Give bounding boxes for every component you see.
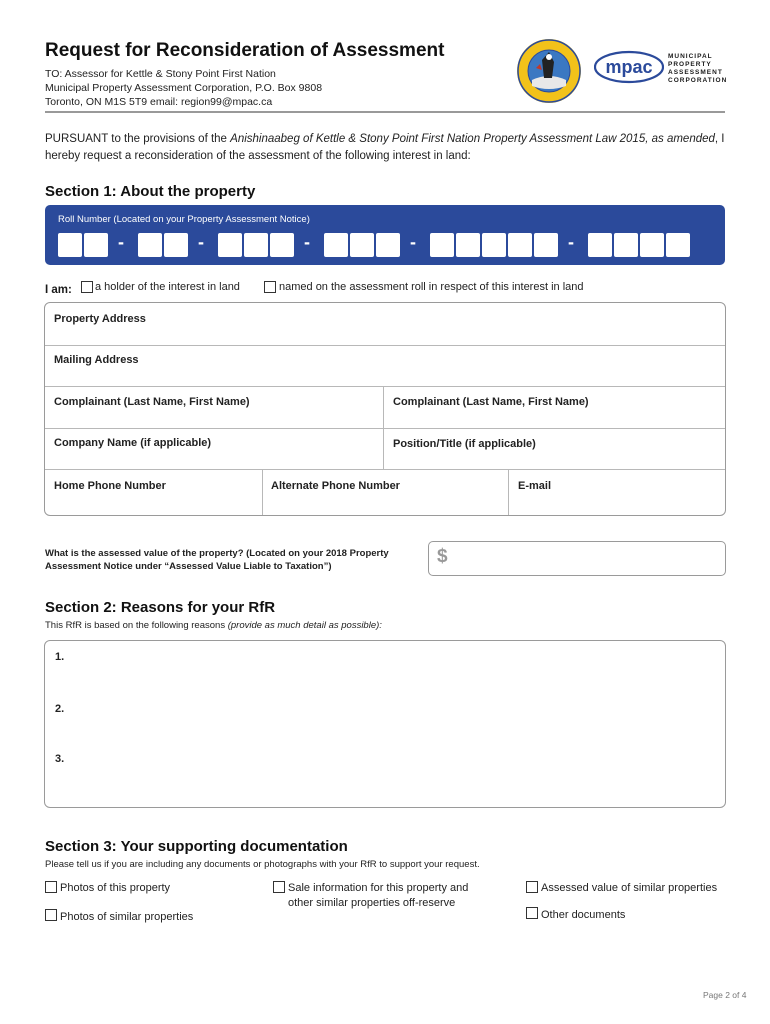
roll-dash: -	[410, 232, 416, 252]
roll-digit-input[interactable]	[456, 233, 480, 257]
reason-number: 1.	[55, 651, 65, 663]
photos-property-label: Photos of this property	[60, 882, 171, 894]
section3-heading: Section 3: Your supporting documentation	[45, 838, 348, 855]
roll-digit-input[interactable]	[508, 233, 532, 257]
holder-interest-checkbox[interactable]	[81, 281, 93, 293]
section2-intro	[45, 620, 382, 631]
roll-digit-input[interactable]	[534, 233, 558, 257]
mpac-word: MUNICIPAL	[668, 53, 713, 60]
grid-divider	[262, 469, 263, 515]
roll-dash: -	[568, 232, 574, 252]
photos-similar-checkbox[interactable]	[45, 909, 57, 921]
dollar-sign: $	[437, 546, 448, 567]
roll-digit-input[interactable]	[666, 233, 690, 257]
pursuant-suffix: , I hereby request a reconsideration of the assessment of the following interest in land:	[45, 133, 725, 162]
named-on-roll-label: named on the assessment roll in respect of this interest in land	[279, 281, 584, 293]
company-name-field[interactable]: Company Name (if applicable)	[54, 437, 212, 449]
roll-digit-input[interactable]	[376, 233, 400, 257]
section1-heading: Section 1: About the property	[45, 183, 256, 200]
reason-number: 2.	[55, 703, 65, 715]
i-am-label: I am:	[45, 284, 72, 296]
position-title-field[interactable]: Position/Title (if applicable)	[393, 438, 536, 450]
assessed-similar-checkbox[interactable]	[526, 881, 538, 893]
grid-divider	[45, 428, 725, 429]
reasons-textarea[interactable]	[44, 640, 726, 808]
other-documents-label: Other documents	[541, 909, 626, 921]
pursuant-prefix: PURSUANT to the provisions of the	[45, 133, 231, 145]
law-name: Anishinaabeg of Kettle & Stony Point First Nation Property Assessment Law 2015, as amended	[230, 133, 715, 145]
roll-digit-input[interactable]	[218, 233, 242, 257]
roll-digit-input[interactable]	[324, 233, 348, 257]
grid-divider	[383, 386, 384, 470]
sale-info-label: other similar properties off-reserve	[288, 897, 456, 909]
assessed-value-question: What is the assessed value of the property? (Located on your 2018 Property Assessment Notice under “Assessed Value Liable to Taxation”)	[45, 548, 389, 572]
roll-digit-input[interactable]	[58, 233, 82, 257]
photos-property-checkbox[interactable]	[45, 881, 57, 893]
roll-digit-input[interactable]	[482, 233, 506, 257]
roll-digit-input[interactable]	[430, 233, 454, 257]
roll-digit-input[interactable]	[244, 233, 268, 257]
home-phone-field[interactable]: Home Phone Number	[54, 480, 166, 492]
pursuant-paragraph	[45, 131, 735, 165]
roll-digit-input[interactable]	[588, 233, 612, 257]
roll-digit-input[interactable]	[84, 233, 108, 257]
roll-digit-input[interactable]	[270, 233, 294, 257]
grid-divider	[45, 469, 725, 470]
section2-intro-text: This RfR is based on the following reasons	[45, 620, 228, 631]
address-line: TO: Assessor for Kettle & Stony Point First Nation	[45, 68, 276, 80]
first-nation-seal-logo	[516, 38, 582, 104]
assessed-similar-label: Assessed value of similar properties	[541, 882, 718, 894]
mpac-logo	[594, 50, 664, 84]
roll-digit-input[interactable]	[640, 233, 664, 257]
complainant-1-field[interactable]: Complainant (Last Name, First Name)	[54, 396, 250, 408]
page-number: Page 2 of 4	[703, 990, 747, 1000]
grid-divider	[45, 345, 725, 346]
sale-info-label: Sale information for this property and	[288, 882, 469, 894]
alternate-phone-field[interactable]: Alternate Phone Number	[271, 480, 400, 492]
page-title: Request for Reconsideration of Assessment	[45, 40, 445, 61]
assessed-value-input[interactable]	[428, 541, 726, 576]
section2-heading: Section 2: Reasons for your RfR	[45, 599, 276, 616]
roll-dash: -	[304, 232, 310, 252]
roll-digit-input[interactable]	[164, 233, 188, 257]
section3-intro: Please tell us if you are including any documents or photographs with your RfR to support your request.	[45, 859, 480, 870]
property-address-field[interactable]: Property Address	[54, 313, 146, 325]
mpac-word: ASSESSMENT	[668, 69, 723, 76]
mpac-word: CORPORATION	[668, 77, 728, 84]
section2-intro-italic: (provide as much detail as possible):	[227, 620, 382, 631]
header-divider	[45, 111, 725, 113]
address-line: Municipal Property Assessment Corporation, P.O. Box 9808	[45, 82, 323, 94]
roll-dash: -	[118, 232, 124, 252]
grid-divider	[45, 386, 725, 387]
named-on-roll-checkbox[interactable]	[264, 281, 276, 293]
roll-number-label: Roll Number (Located on your Property Assessment Notice)	[58, 214, 310, 225]
mpac-logo-text: mpac	[605, 57, 653, 77]
sale-info-checkbox[interactable]	[273, 881, 285, 893]
roll-digit-input[interactable]	[138, 233, 162, 257]
mpac-wordmark	[668, 53, 727, 85]
roll-dash: -	[198, 232, 204, 252]
complainant-2-field[interactable]: Complainant (Last Name, First Name)	[393, 396, 589, 408]
roll-digit-input[interactable]	[350, 233, 374, 257]
grid-divider	[508, 469, 509, 515]
holder-interest-label: a holder of the interest in land	[95, 281, 240, 293]
other-documents-checkbox[interactable]	[526, 907, 538, 919]
reason-number: 3.	[55, 753, 65, 765]
email-field[interactable]: E-mail	[518, 480, 552, 492]
roll-digit-input[interactable]	[614, 233, 638, 257]
mailing-address-field[interactable]: Mailing Address	[54, 354, 139, 366]
mpac-word: PROPERTY	[668, 61, 712, 68]
photos-similar-label: Photos of similar properties	[60, 911, 194, 923]
address-line: Toronto, ON M1S 5T9 email: region99@mpac.ca	[45, 96, 273, 108]
